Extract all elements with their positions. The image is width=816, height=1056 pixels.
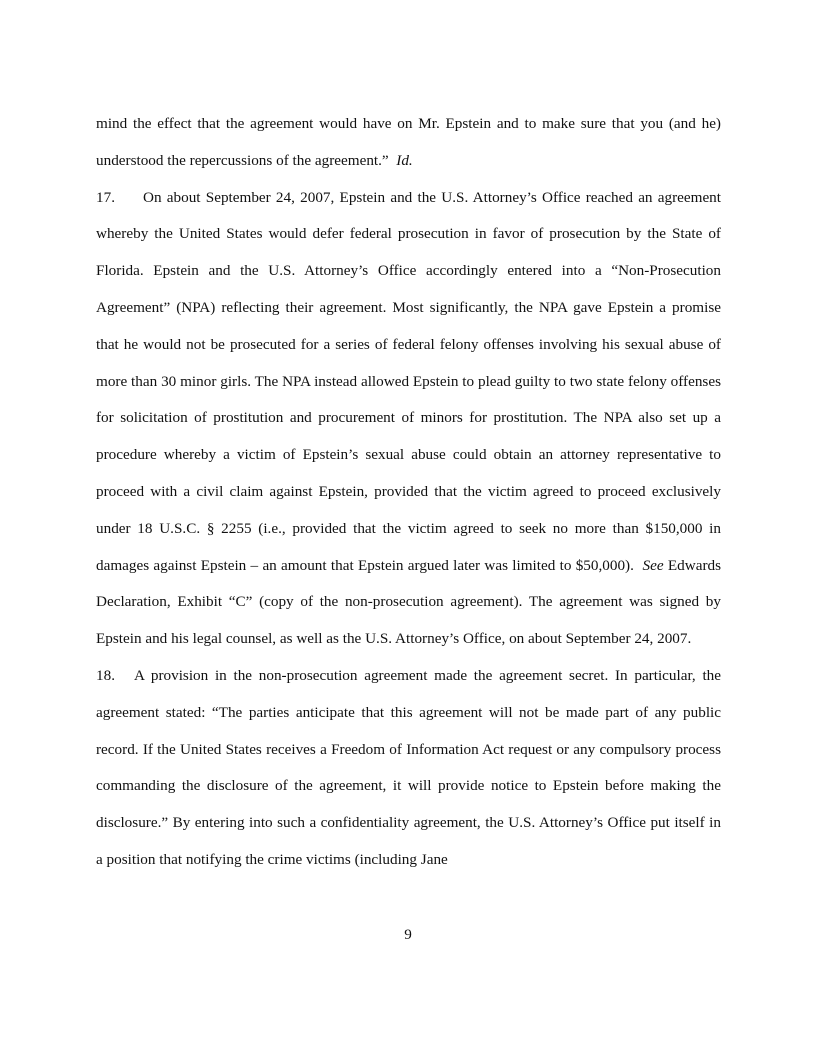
continuation-text: mind the effect that the agreement would have on Mr. Epstein and to make sure that you (and he) understood the repercussions of the agreement.” [96, 115, 721, 169]
paragraph-17 [96, 180, 721, 658]
paragraph-number: 18. [96, 666, 115, 684]
citation-id: Id. [396, 151, 413, 169]
paragraph-number: 17. [96, 188, 115, 206]
paragraph-17-text-2: Edwards Declaration, Exhibit “C” (copy of the non-prosecution agreement). The agreement was signed by Epstein and his legal counsel, as well as the U.S. Attorney’s Office, on about September 24, 2007. [96, 556, 722, 648]
paragraph-17-text: On about September 24, 2007, Epstein and the U.S. Attorney’s Office reached an agreement whereby the United States would defer federal prosecution in favor of prosecution by the State of Florida. Epstein and the U.S. Attorney’s Office accordingly entered into a “Non-Prosecution Agreement” (NPA) reflecting their agreement. Most significantly, the NPA gave Epstein a promise that he would not be prosecuted for a series of federal felony offenses involving his sexual abuse of more than 30 minor girls. The NPA instead allowed Epstein to plead guilty to two state felony offenses for solicitation of prostitution and procurement of minors for prostitution. The NPA also set up a procedure whereby a victim of Epstein’s sexual abuse could obtain an attorney representative to proceed with a civil claim against Epstein, provided that the victim agreed to proceed exclusively under 18 U.S.C. § 2255 (i.e., provided that the victim agreed to seek no more than $150,000 in damages against Epstein – an amount that Epstein argued later was limited to $50,000). [96, 188, 721, 574]
signal-see: See [642, 556, 664, 574]
paragraph-continuation [96, 106, 721, 180]
document-body [96, 106, 721, 879]
paragraph-18 [96, 658, 721, 879]
page-number: 9 [404, 926, 412, 943]
paragraph-18-text: A provision in the non-prosecution agreement made the agreement secret. In particular, the agreement stated: “The parties anticipate that this agreement will not be made part of any public record. If the United States receives a Freedom of Information Act request or any compulsory process commanding the disclosure of the agreement, it will provide notice to Epstein before making the disclosure.” By entering into such a confidentiality agreement, the U.S. Attorney’s Office put itself in a position that notifying the crime victims (including Jane [96, 666, 721, 868]
